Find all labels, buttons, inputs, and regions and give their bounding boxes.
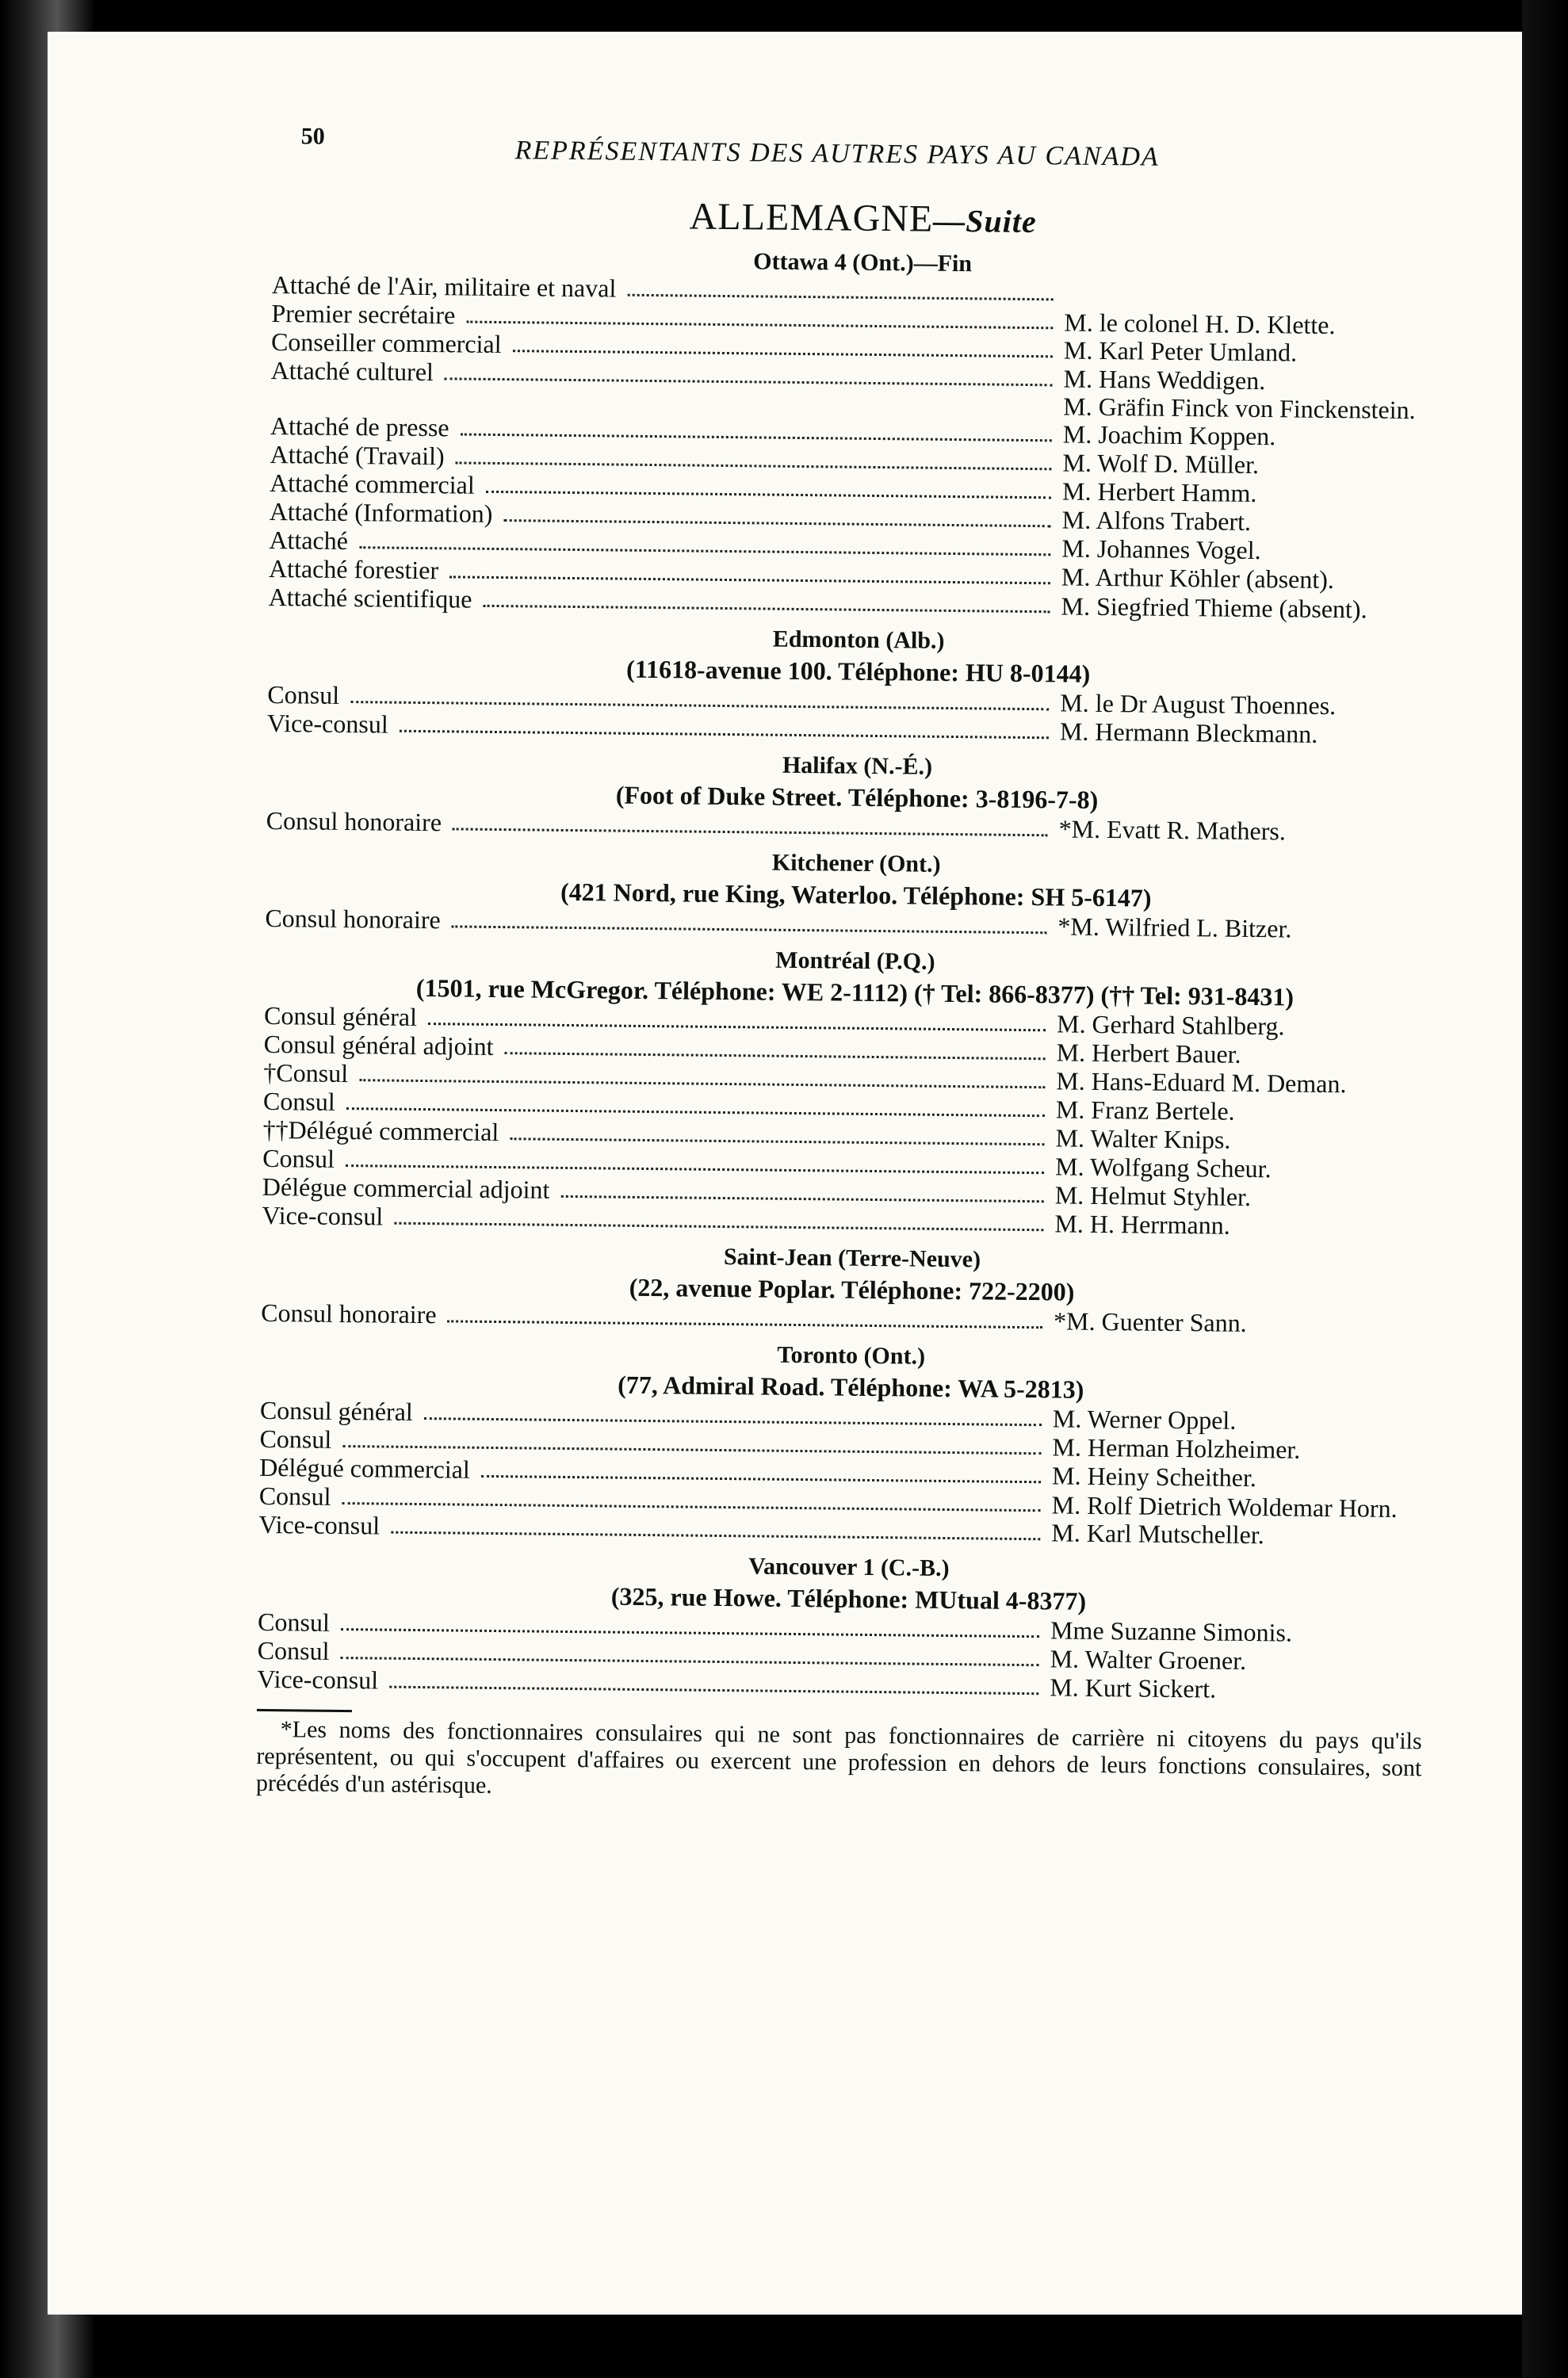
role-label: Délégue commercial adjoint — [262, 1172, 550, 1204]
page-content — [256, 119, 1455, 1809]
dot-leader — [424, 1417, 1042, 1426]
running-head: REPRÉSENTANTS DES AUTRES PAYS AU CANADA — [514, 136, 1160, 172]
role-label: Attaché — [269, 525, 349, 556]
dot-leader — [346, 1107, 1045, 1117]
dot-leader — [504, 1052, 1045, 1060]
section-address: (325, rue Howe. Téléphone: MUtual 4-8377) — [610, 1581, 1087, 1615]
role-label: Consul — [257, 1635, 330, 1665]
dot-leader — [627, 294, 1053, 301]
official-name: M. Helmut Styhler. — [1054, 1180, 1252, 1211]
official-name: M. le Dr August Thoennes. — [1060, 688, 1337, 721]
role-label: Consul — [262, 1143, 335, 1173]
dot-leader — [391, 1531, 1040, 1541]
dot-leader — [346, 1164, 1044, 1174]
role-label: Conseiller commercial — [270, 327, 502, 359]
page-header — [273, 119, 1455, 187]
dot-leader — [560, 1195, 1043, 1202]
section-address: (1501, rue McGregor. Téléphone: WE 2-1112) († Tel: 866-8377) (†† Tel: 931-8431) — [415, 973, 1295, 1011]
dot-leader — [350, 701, 1049, 710]
role-label: Consul honoraire — [265, 903, 441, 935]
official-name: M. Alfons Trabert. — [1061, 505, 1252, 536]
country-title: ALLEMAGNE — [689, 195, 934, 240]
dot-leader — [452, 925, 1047, 934]
official-name: M. Rolf Dietrich Woldemar Horn. — [1051, 1490, 1398, 1523]
role-label: Vice-consul — [266, 708, 388, 739]
role-label: Délégué commercial — [258, 1452, 471, 1484]
section-city: Vancouver 1 (C.-B.) — [748, 1553, 950, 1582]
title-suffix: —Suite — [933, 202, 1037, 240]
footnote-rule — [257, 1709, 352, 1712]
role-label: Vice-consul — [262, 1200, 384, 1231]
section-address: (Foot of Duke Street. Téléphone: 3-8196-7-8) — [615, 780, 1099, 814]
footnote: *Les noms des fonctionnaires consulaires qui ne sont pas fonctionnaires de carrière ni citoyens du pays qu'ils représentent, ou qui s'occupent d'affaires ou exercent une profession en dehors de leurs fonctions consulaires, sont précédés d'un astérisque. — [255, 1716, 1422, 1799]
official-name: M. Joachim Koppen. — [1062, 419, 1276, 451]
section-address: (421 Nord, rue King, Waterloo. Téléphone: SH 5-6147) — [560, 877, 1152, 912]
role-label: Attaché commercial — [270, 468, 475, 499]
official-name: *M. Guenter Sann. — [1053, 1306, 1247, 1337]
role-label: Consul général — [259, 1395, 413, 1426]
official-name: Mme Suzanne Simonis. — [1050, 1615, 1293, 1647]
dot-leader — [512, 350, 1052, 357]
dot-leader — [342, 1445, 1041, 1455]
role-label: Consul — [259, 1424, 332, 1454]
role-label: †Consul — [263, 1057, 349, 1088]
role-label: Vice-consul — [257, 1664, 379, 1695]
dot-leader — [400, 730, 1049, 740]
official-name: M. Hans-Eduard M. Deman. — [1056, 1066, 1347, 1099]
official-name: M. Wolf D. Müller. — [1062, 448, 1260, 480]
dot-leader — [389, 1686, 1038, 1696]
official-name: M. Werner Oppel. — [1052, 1404, 1237, 1435]
official-name: M. Franz Bertele. — [1055, 1095, 1235, 1126]
official-name: M. Walter Groener. — [1050, 1644, 1247, 1675]
dot-leader — [503, 519, 1050, 527]
official-name: *M. Evatt R. Mathers. — [1058, 814, 1287, 846]
section-city: Saint-Jean (Terre-Neuve) — [723, 1244, 981, 1273]
role-label: Consul honoraire — [266, 805, 442, 837]
official-name: M. H. Herrmann. — [1054, 1209, 1230, 1240]
dot-leader — [453, 828, 1048, 836]
official-name: M. Herbert Bauer. — [1056, 1038, 1241, 1069]
role-label: Attaché (Information) — [269, 496, 493, 528]
role-label: Attaché forestier — [268, 553, 439, 585]
dot-leader — [359, 546, 1050, 556]
page-edge — [1522, 0, 1568, 2378]
dot-leader — [510, 1137, 1044, 1145]
dot-leader — [447, 1320, 1042, 1329]
dot-leader — [428, 1023, 1046, 1031]
official-name: M. Karl Peter Umland. — [1063, 335, 1298, 367]
dot-leader — [461, 433, 1052, 442]
official-name: M. Hermann Bleckmann. — [1059, 717, 1318, 748]
official-name: M. Arthur Köhler (absent). — [1061, 562, 1335, 594]
dot-leader — [342, 1502, 1040, 1512]
page-title — [272, 190, 1453, 247]
official-name: *M. Wilfried L. Bitzer. — [1057, 912, 1292, 943]
official-name: M. Karl Mutscheller. — [1051, 1518, 1264, 1550]
role-label: Attaché culturel — [270, 355, 434, 387]
dot-leader — [445, 377, 1053, 386]
dot-leader — [394, 1222, 1043, 1232]
role-label: Consul — [262, 1086, 335, 1116]
official-name: M. Johannes Vogel. — [1061, 533, 1261, 565]
section-city: Montréal (P.Q.) — [775, 946, 935, 975]
section-city: Halifax (N.-É.) — [782, 751, 933, 780]
dot-leader — [466, 321, 1053, 330]
section-city: Kitchener (Ont.) — [771, 849, 941, 877]
official-name: M. Herman Holzheimer. — [1052, 1432, 1301, 1464]
official-name: M. Wolfgang Scheur. — [1055, 1152, 1272, 1183]
dot-leader — [340, 1657, 1038, 1666]
consular-listing — [257, 243, 1453, 1706]
dot-leader — [483, 605, 1050, 613]
official-name: M. Siegfried Thieme (absent). — [1061, 591, 1367, 624]
official-name: M. Walter Knips. — [1055, 1123, 1231, 1154]
section-city: Edmonton (Alb.) — [772, 625, 945, 654]
official-name: M. Gerhard Stahlberg. — [1056, 1009, 1285, 1041]
dot-leader — [481, 1475, 1041, 1483]
dot-leader — [341, 1628, 1039, 1638]
section-address: (11618-avenue 100. Téléphone: HU 8-0144) — [625, 654, 1091, 688]
official-name: M. Kurt Sickert. — [1050, 1673, 1217, 1703]
role-label: Consul — [257, 1607, 331, 1637]
page-number: 50 — [300, 123, 325, 150]
role-label: Premier secrétaire — [271, 298, 456, 330]
role-label: Vice-consul — [258, 1509, 381, 1540]
role-label: Attaché (Travail) — [270, 439, 445, 471]
role-label: Consul — [267, 679, 340, 709]
section-address: (77, Admiral Road. Téléphone: WA 5-2813) — [618, 1370, 1084, 1404]
official-name: M. Hans Weddigen. — [1063, 364, 1266, 396]
dot-leader — [359, 1079, 1045, 1088]
official-name: M. le colonel H. D. Klette. — [1064, 308, 1336, 340]
role-label: Consul général adjoint — [263, 1029, 494, 1061]
role-label: Consul — [258, 1481, 331, 1511]
role-label: Attaché scientifique — [268, 582, 472, 614]
dot-leader — [449, 575, 1050, 584]
section-city: Ottawa 4 (Ont.)—Fin — [753, 248, 973, 277]
role-label: Consul général — [263, 1000, 418, 1031]
section-city: Toronto (Ont.) — [777, 1341, 926, 1370]
section-address: (22, avenue Poplar. Téléphone: 722-2200) — [629, 1272, 1075, 1306]
official-name: M. Herbert Hamm. — [1061, 476, 1257, 508]
role-label: Attaché de presse — [270, 411, 449, 442]
role-label: Consul honoraire — [261, 1298, 437, 1329]
dot-leader — [456, 461, 1052, 470]
official-name: M. Gräfin Finck von Finckenstein. — [1063, 392, 1416, 425]
official-name: M. Heiny Scheither. — [1051, 1461, 1257, 1493]
role-label: ††Délégué commercial — [262, 1114, 499, 1147]
role-label: Attaché de l'Air, militaire et naval — [271, 270, 617, 303]
dot-leader — [486, 491, 1051, 499]
